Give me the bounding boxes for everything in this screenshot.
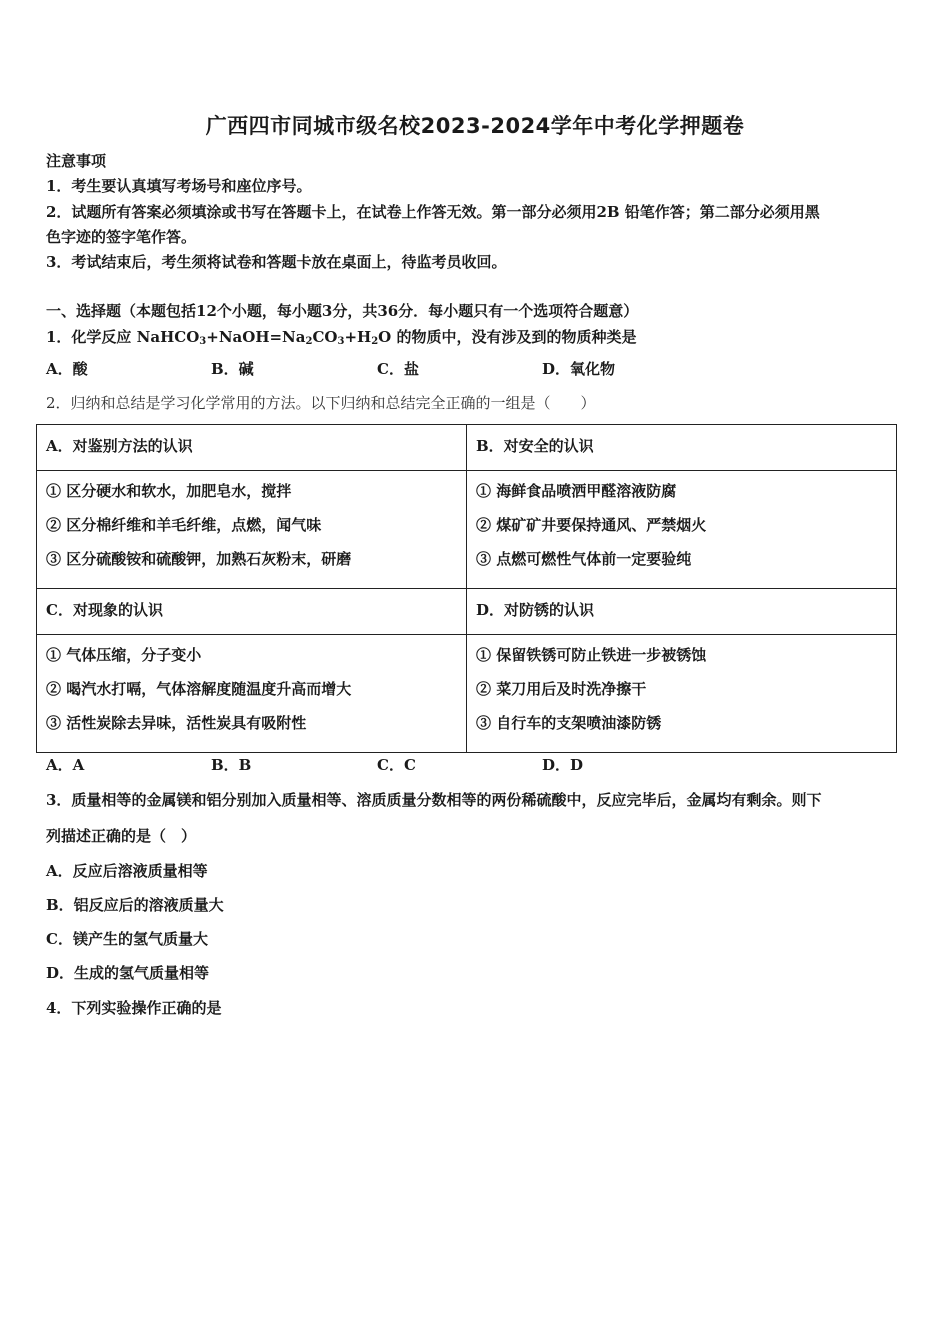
q1-option-c: C．盐 [377, 360, 419, 378]
q3-option-c: C．镁产生的氢气质量大 [46, 930, 208, 948]
q3-option-a: A．反应后溶液质量相等 [46, 862, 208, 880]
notice-item-1: 1．考生要认真填写考场号和座位序号。 [46, 177, 312, 195]
list-item: ③ 自行车的支架喷油漆防锈 [476, 714, 662, 732]
list-item: ② 喝汽水打嗝，气体溶解度随温度升高而增大 [46, 680, 352, 698]
question-3-stem-line-1: 3．质量相等的金属镁和铝分别加入质量相等、溶质质量分数相等的两份稀硫酸中，反应完毕后，金属均有剩余。则下 [46, 791, 822, 809]
list-item: ② 菜刀用后及时洗净擦干 [476, 680, 647, 698]
cell-d-items [467, 635, 897, 753]
question-3-stem-line-2: 列描述正确的是（ ） [46, 827, 197, 845]
q3-option-b: B．铝反应后的溶液质量大 [46, 896, 224, 914]
q1-option-a: A．酸 [46, 360, 88, 378]
list-item: ① 区分硬水和软水，加肥皂水，搅拌 [46, 482, 292, 500]
q1-option-d: D．氧化物 [542, 360, 616, 378]
list-item: ③ 活性炭除去异味，活性炭具有吸附性 [46, 714, 307, 732]
list-item: ③ 点燃可燃性气体前一定要验纯 [476, 550, 692, 568]
cell-b-items [467, 471, 897, 589]
list-item: ① 海鲜食品喷洒甲醛溶液防腐 [476, 482, 677, 500]
q2-option-c: C．C [377, 756, 416, 774]
q2-option-a: A．A [46, 756, 85, 774]
q2-option-d: D．D [542, 756, 584, 774]
notice-item-2-cont: 色字迹的签字笔作答。 [46, 228, 197, 246]
list-item: ② 煤矿矿井要保持通风、严禁烟火 [476, 516, 707, 534]
cell-b-head: B．对安全的认识 [467, 425, 897, 471]
question-2-stem: 2．归纳和总结是学习化学常用的方法。以下归纳和总结完全正确的一组是（ ） [46, 394, 596, 412]
section-heading: 一、选择题（本题包括12个小题，每小题3分，共36分．每小题只有一个选项符合题意） [46, 302, 639, 320]
page-title: 广西四市同城市级名校2023-2024学年中考化学押题卷 [205, 114, 745, 138]
cell-d-head: D．对防锈的认识 [467, 589, 897, 635]
question-4-stem: 4．下列实验操作正确的是 [46, 999, 222, 1017]
q3-option-d: D．生成的氢气质量相等 [46, 964, 210, 982]
q1-option-b: B．碱 [211, 360, 254, 378]
comparison-table [36, 424, 897, 753]
list-item: ① 保留铁锈可防止铁进一步被锈蚀 [476, 646, 707, 664]
cell-a-items [37, 471, 467, 589]
list-item: ③ 区分硫酸铵和硫酸钾，加熟石灰粉末，研磨 [46, 550, 352, 568]
q2-option-b: B．B [211, 756, 252, 774]
notice-item-3: 3．考试结束后，考生须将试卷和答题卡放在桌面上，待监考员收回。 [46, 253, 507, 271]
cell-c-head: C．对现象的认识 [37, 589, 467, 635]
cell-c-items [37, 635, 467, 753]
notice-item-2: 2．试题所有答案必须填涂或书写在答题卡上，在试卷上作答无效。第一部分必须用2B 铅笔作答；第二部分必须用黑 [46, 203, 820, 221]
notice-heading: 注意事项 [46, 152, 107, 170]
question-1-stem: 1．化学反应 $NaHCO_3+NaOH=Na_2CO_3+H_2O$ 的物质中，没有涉及到的物质种类是 [46, 328, 637, 347]
cell-a-head: A．对鉴别方法的认识 [37, 425, 467, 471]
list-item: ① 气体压缩，分子变小 [46, 646, 202, 664]
list-item: ② 区分棉纤维和羊毛纤维，点燃，闻气味 [46, 516, 322, 534]
